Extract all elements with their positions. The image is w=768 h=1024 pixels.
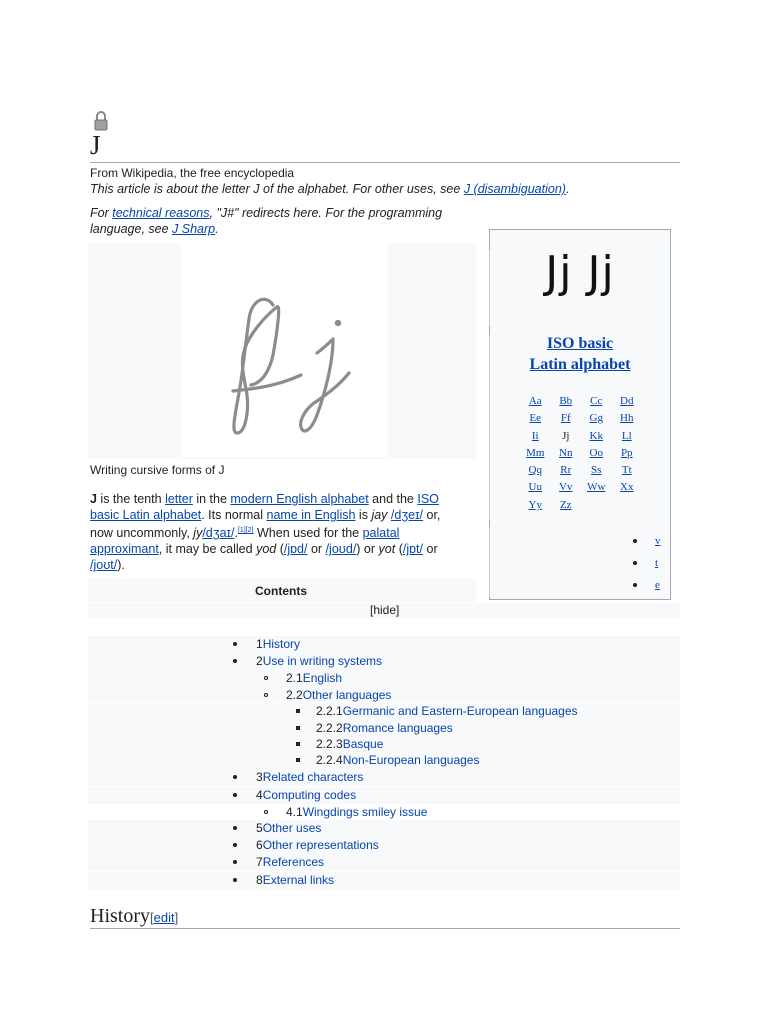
toc-item-2-2-1[interactable] [0, 703, 680, 719]
toc-bullet [296, 742, 300, 746]
hatnote-disambiguation: This article is about the letter J of the alphabet. For other uses, see J (disambiguation). [90, 182, 570, 196]
alphabet-letter-d[interactable]: Dd [620, 395, 634, 407]
alphabet-letter-f[interactable]: Ff [560, 412, 571, 425]
figure-caption: Writing cursive forms of J [90, 463, 225, 477]
alphabet-letter-e[interactable]: Ee [529, 412, 542, 425]
page-title: J [90, 130, 101, 160]
toc-item-2-2-3[interactable] [0, 736, 680, 752]
alphabet-letter-r[interactable]: Rr [560, 464, 572, 477]
alphabet-letter-p[interactable]: Pp [620, 446, 633, 459]
alphabet-letter-h[interactable]: Hh [620, 412, 634, 425]
nav-talk-link[interactable]: t [655, 557, 659, 569]
link-citation[interactable]: [1][2] [237, 527, 254, 534]
link-palatal-approximant[interactable]: palatal approximant [90, 526, 400, 557]
link-iso-basic-latin-alphabet[interactable]: ISO basic Latin alphabet [90, 492, 439, 522]
toc-number: 3 [256, 770, 263, 784]
toc-bullet [233, 878, 237, 882]
toc-item-8[interactable] [0, 872, 680, 888]
toc-item-4-1[interactable] [0, 804, 680, 820]
toc-number: 2.2.1 [316, 704, 343, 718]
alphabet-letter-t[interactable]: Tt [621, 464, 632, 477]
alphabet-letter-j: Jj [562, 429, 570, 442]
toc-bullet [296, 726, 300, 730]
toc-link[interactable]: Romance languages [342, 721, 453, 735]
toc-link[interactable]: Other uses [262, 821, 322, 835]
alphabet-letter-y[interactable]: Yy [528, 498, 542, 511]
toc-number: 2.2.2 [316, 721, 343, 735]
toc-number: 5 [256, 821, 263, 835]
toc-number: 7 [256, 855, 263, 869]
toc-number: 8 [256, 873, 263, 887]
infobox-title[interactable]: ISO basic Latin alphabet [529, 335, 631, 373]
lock-icon [93, 110, 109, 132]
alphabet-letter-z[interactable]: Zz [559, 498, 572, 511]
link-j-disambiguation[interactable]: J (disambiguation) [463, 182, 566, 196]
toc-number: 6 [256, 838, 263, 852]
toc-item-1[interactable] [0, 636, 680, 652]
toc-link[interactable]: Wingdings smiley issue [302, 805, 428, 819]
toc-item-2-2[interactable] [0, 687, 680, 703]
site-tagline: From Wikipedia, the free encyclopedia [90, 166, 295, 180]
alphabet-letter-i[interactable]: Ii [531, 429, 539, 442]
alphabet-letter-b[interactable]: Bb [559, 395, 573, 407]
toc-bullet [264, 693, 268, 697]
toc-link[interactable]: Other representations [262, 838, 379, 852]
toc-bullet [264, 810, 268, 814]
history-divider [90, 928, 680, 929]
alphabet-letter-u[interactable]: Uu [528, 481, 542, 494]
toc-item-3[interactable] [0, 769, 680, 785]
alphabet-letter-n[interactable]: Nn [559, 446, 573, 459]
toc-bullet [233, 793, 237, 797]
toc-bullet [233, 843, 237, 847]
toc-bullet [233, 860, 237, 864]
link-ipa-yod2[interactable]: /joʊd/ [325, 542, 357, 557]
toc-link[interactable]: Non-European languages [342, 753, 480, 767]
toc-item-2-1[interactable] [0, 670, 680, 686]
link-letter[interactable]: letter [165, 492, 193, 506]
section-heading-history: History[edit] [90, 905, 179, 927]
toc-number: 4 [256, 788, 263, 802]
toc-item-2-2-2[interactable] [0, 720, 680, 736]
link-ipa-jay[interactable]: /dʒeɪ/ [390, 508, 424, 522]
toc-link[interactable]: References [262, 855, 325, 869]
cursive-j-drawing [181, 243, 388, 457]
link-modern-english-alphabet[interactable]: modern English alphabet [230, 492, 369, 506]
alphabet-letter-x[interactable]: Xx [620, 481, 634, 494]
toc-bullet [296, 709, 300, 713]
navbox-view[interactable] [633, 535, 661, 547]
alphabet-letter-a[interactable]: Aa [528, 395, 542, 407]
alphabet-letter-m[interactable]: Mm [526, 446, 545, 459]
toc-number: 1 [256, 637, 263, 651]
toc-number: 2.1 [286, 671, 303, 685]
toc-link[interactable]: Germanic and Eastern-European languages [342, 704, 578, 718]
toc-number: 2 [256, 654, 263, 668]
toc-link[interactable]: English [302, 671, 343, 685]
navbox-talk[interactable] [633, 557, 658, 569]
cursive-j-image[interactable] [181, 243, 388, 457]
link-ipa-yot2[interactable]: /joʊt/ [90, 558, 118, 573]
link-ipa-yot1[interactable]: /jɒt/ [402, 542, 424, 557]
toc-link[interactable]: Related characters [262, 770, 364, 784]
toc-item-2[interactable] [0, 653, 680, 669]
title-divider [90, 162, 680, 163]
toc-link[interactable]: History [262, 637, 301, 651]
toc-bullet [264, 676, 268, 680]
alphabet-letter-o[interactable]: Oo [589, 446, 603, 459]
toc-bullet [233, 659, 237, 663]
alphabet-letter-l[interactable]: Ll [621, 429, 632, 442]
link-technical-reasons[interactable]: technical reasons [112, 206, 210, 220]
infobox-divider [489, 527, 490, 597]
toc-link[interactable]: Use in writing systems [262, 654, 383, 668]
toc-item-5[interactable] [0, 820, 680, 836]
alphabet-grid [520, 395, 640, 516]
toc-number: 2.2 [286, 688, 303, 702]
toc-title: Contents [255, 584, 307, 598]
toc-bullet [233, 775, 237, 779]
toc-bullet [233, 642, 237, 646]
toc-number: 2.2.4 [316, 753, 343, 767]
nav-view-link[interactable]: v [655, 535, 661, 547]
toc-number: 2.2.3 [316, 737, 343, 751]
nav-edit-link[interactable]: e [655, 579, 660, 591]
link-name-in-english[interactable]: name in English [266, 508, 356, 522]
toc-hide-toggle[interactable]: [hide] [370, 603, 400, 617]
toc-bullet [233, 826, 237, 830]
navbox-edit[interactable] [633, 579, 660, 591]
edit-section-link[interactable]: edit [153, 910, 175, 925]
alphabet-letter-c[interactable]: Cc [590, 395, 603, 407]
alphabet-letter-q[interactable]: Qq [528, 464, 542, 477]
toc-link[interactable]: Basque [342, 737, 384, 751]
toc-link[interactable]: Computing codes [262, 788, 357, 802]
link-j-sharp[interactable]: J Sharp [172, 222, 216, 236]
intro-paragraph: J is the tenth letter in the modern English alphabet and the ISO basic Latin alphabet. Its normal name in English is jay /dʒeɪ/ or, now uncommonly, jy/dʒaɪ/.[1][2] When used for the palatal approximant, it may be called yod (/jɒd/ or /joʊd/) or yot (/jɒt/ or /joʊt/). [90, 492, 441, 573]
toc-item-2-2-4[interactable] [0, 752, 680, 768]
infobox-glyphs: Jj Jj [545, 247, 615, 298]
link-ipa-jy[interactable]: /dʒaɪ/ [202, 526, 235, 541]
toc-link[interactable]: Other languages [302, 688, 392, 702]
toc-item-7[interactable] [0, 854, 680, 870]
alphabet-letter-k[interactable]: Kk [589, 429, 603, 442]
alphabet-letter-g[interactable]: Gg [589, 412, 603, 425]
toc-item-4[interactable] [0, 787, 680, 803]
link-ipa-yod1[interactable]: /jɒd/ [283, 542, 308, 557]
alphabet-letter-v[interactable]: Vv [559, 481, 573, 494]
alphabet-letter-s[interactable]: Ss [591, 464, 602, 477]
toc-item-6[interactable] [0, 837, 680, 853]
toc-bullet [296, 758, 300, 762]
toc-number: 4.1 [286, 805, 303, 819]
toc-link[interactable]: External links [262, 873, 335, 887]
alphabet-letter-w[interactable]: Ww [587, 481, 606, 494]
hatnote-redirect: For technical reasons, "J#" redirects here. For the programming language, see J Sharp. [90, 206, 443, 236]
